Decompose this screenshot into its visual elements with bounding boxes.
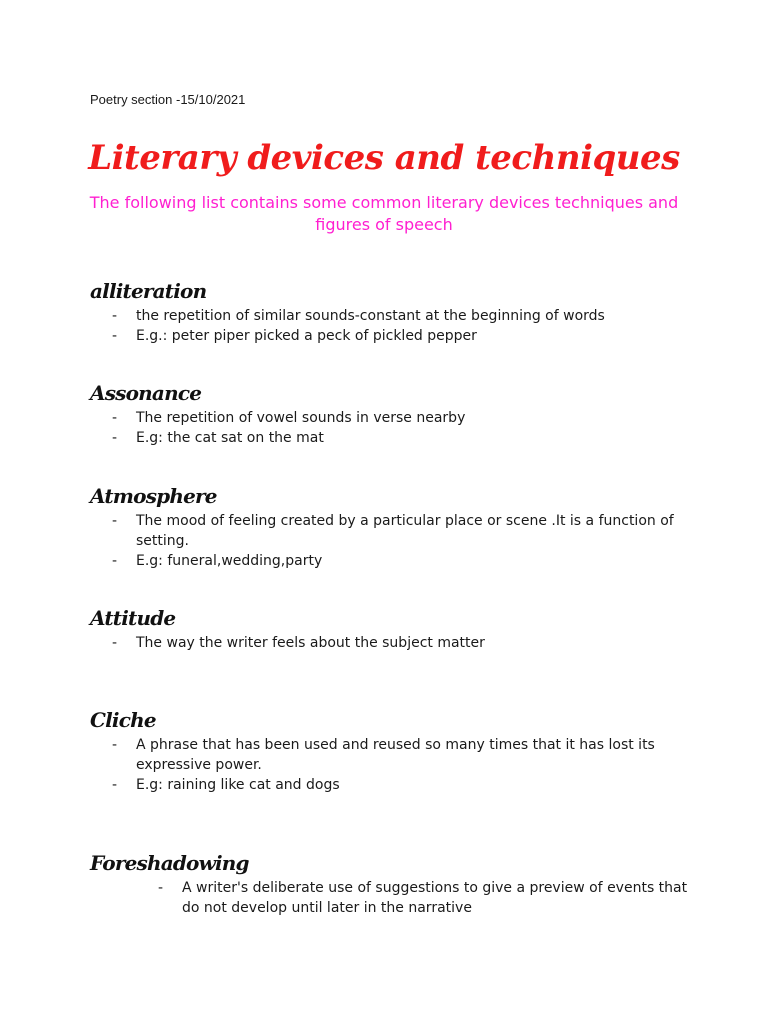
example-item: [90, 551, 690, 571]
section-foreshadowing: [90, 848, 690, 918]
term-heading: alliteration: [90, 279, 207, 303]
section-cliche: [90, 705, 690, 795]
term-heading: Atmosphere: [90, 484, 217, 508]
definition-list: [90, 735, 690, 795]
definition-text: the repetition of similar sounds-constant at the beginning of words: [136, 308, 605, 324]
bullet-dash: -: [112, 328, 118, 344]
bullet-dash: -: [112, 513, 118, 529]
section-alliteration: [90, 276, 690, 346]
bullet-dash: -: [112, 553, 118, 569]
example-text: E.g: raining like cat and dogs: [136, 777, 340, 793]
definition-list: [90, 633, 690, 653]
definition-item: [90, 735, 690, 775]
bullet-dash: -: [112, 410, 118, 426]
example-item: [90, 775, 690, 795]
bullet-dash: -: [112, 777, 118, 793]
term-heading: Cliche: [90, 708, 156, 732]
definition-item: [90, 408, 690, 428]
page-title: Literary devices and techniques: [88, 138, 680, 178]
definition-item: [90, 306, 690, 326]
term-heading: Assonance: [90, 381, 202, 405]
definition-text: A writer's deliberate use of suggestions to give a preview of events that do not develop until later in the narrative: [182, 880, 688, 916]
example-text: E.g.: peter piper picked a peck of pickled pepper: [136, 328, 477, 344]
definition-item: [90, 878, 690, 918]
header-date-line: Poetry section -15/10/2021: [90, 92, 246, 107]
definition-text: The way the writer feels about the subject matter: [136, 635, 485, 651]
bullet-dash: -: [112, 737, 118, 753]
definition-text: A phrase that has been used and reused so many times that it has lost its expressive power.: [136, 737, 655, 773]
bullet-dash: -: [112, 308, 118, 324]
definition-item: [90, 633, 690, 653]
example-item: [90, 428, 690, 448]
term-heading: Attitude: [90, 606, 176, 630]
example-text: E.g: funeral,wedding,party: [136, 553, 323, 569]
term-heading: Foreshadowing: [90, 851, 249, 875]
example-text: E.g: the cat sat on the mat: [136, 430, 324, 446]
section-attitude: [90, 603, 690, 653]
page-subtitle: The following list contains some common literary devices techniques and figures of speech: [89, 193, 679, 234]
definition-list: [90, 408, 690, 448]
definition-text: The mood of feeling created by a particular place or scene .It is a function of setting.: [136, 513, 674, 549]
bullet-dash: -: [158, 880, 164, 896]
bullet-dash: -: [112, 430, 118, 446]
definition-list: [90, 878, 690, 918]
bullet-dash: -: [112, 635, 118, 651]
definition-list: [90, 306, 690, 346]
definition-text: The repetition of vowel sounds in verse nearby: [136, 410, 466, 426]
definition-item: [90, 511, 690, 551]
definition-list: [90, 511, 690, 571]
section-atmosphere: [90, 481, 690, 571]
example-item: [90, 326, 690, 346]
section-assonance: [90, 378, 690, 448]
